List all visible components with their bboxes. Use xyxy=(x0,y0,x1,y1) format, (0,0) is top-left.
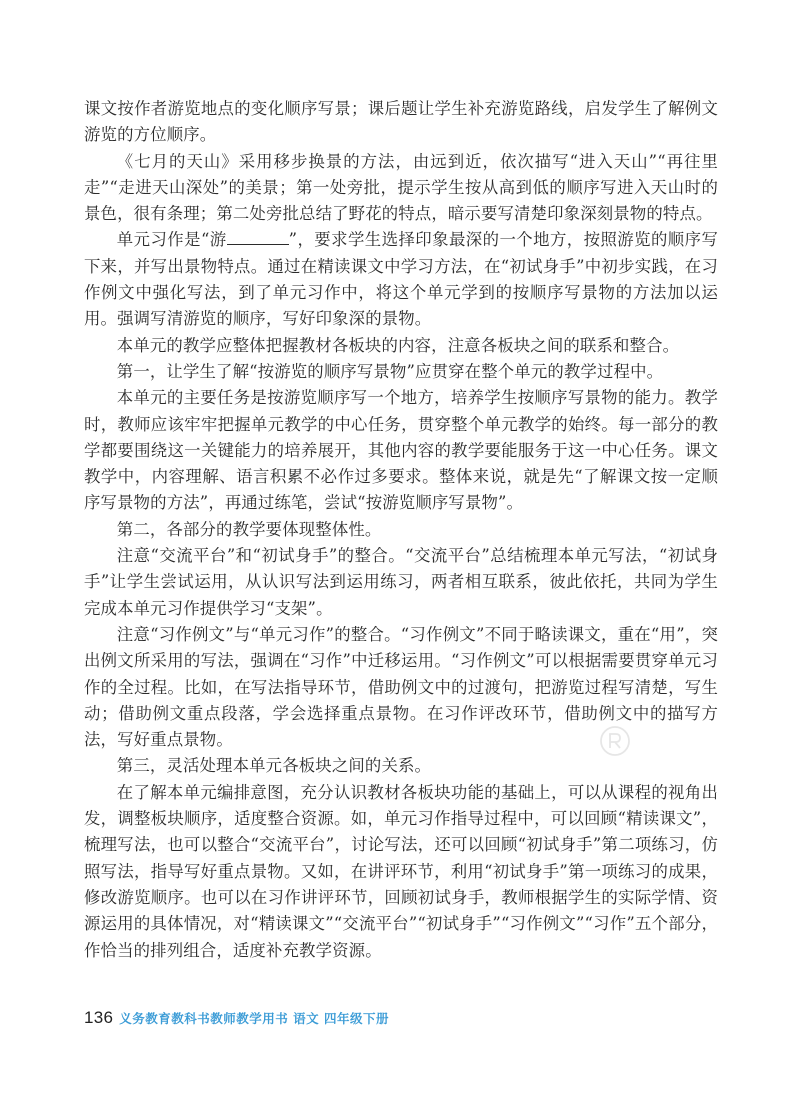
page-number: 136 xyxy=(84,1008,114,1027)
paragraph-5: 第一，让学生了解“按游览的顺序写景物”应贯穿在整个单元的教学过程中。 xyxy=(116,361,664,381)
paragraph-9: 注意“习作例文”与“单元习作”的整合。“习作例文”不同于略读课文，重在“用”，突出例文所采用的写法，强调在“习作”中迁移运用。“习作例文”可以根据需要贯穿单元习作的全过程。比如，在写法指导环节，借助例文中的过渡句，把游览过程写清楚，写生动；借助例文重点段落，学会选择重点景物。在习作评改环节，借助例文中的描写方法，写好重点景物。 xyxy=(84,624,718,750)
paragraph-3 xyxy=(84,227,718,332)
paragraph-11: 在了解本单元编排意图，充分认识教材各板块功能的基础上，可以从课程的视角出发，调整板块顺序，适度整合资源。如，单元习作指导过程中，可以回顾“精读课文”，梳理写法，也可以整合“交流平台”，讨论写法，还可以回顾“初试身手”第二项练习，仿照写法，指导写好重点景物。又如，在讲评环节，利用“初试身手”第一项练习的成果，修改游览顺序。也可以在习作讲评环节，回顾初试身手，教师根据学生的实际学情、资源运用的具体情况，对“精读课文”“交流平台”“初试身手”“习作例文”“习作”五个部分，作恰当的排列组合，适度补充教学资源。 xyxy=(84,782,718,960)
paragraph-1: 课文按作者游览地点的变化顺序写景；课后题让学生补充游览路线，启发学生了解例文游览的方位顺序。 xyxy=(84,99,718,145)
book-title: 义务教育教科书教师教学用书 语文 四年级下册 xyxy=(119,1011,389,1026)
page-footer xyxy=(84,1008,389,1030)
paragraph-3-after-blank: ”，要求学生选择印象最深的一个地方，按照游览的顺序写下来，并写出景物特点。通过在精读课文中学习方法，在“初试身手”中初步实践，在习作例文中强化写法，到了单元习作中，将这个单元学到的按顺序写景物的方法加以运用。强调写清游览的顺序，写好印象深的景物。 xyxy=(84,230,718,329)
fill-in-blank xyxy=(227,230,289,245)
paragraph-7: 第二，各部分的教学要体现整体性。 xyxy=(116,519,382,539)
paragraph-8: 注意“交流平台”和“初试身手”的整合。“交流平台”总结梳理本单元写法，“初试身手”让学生尝试运用，从认识写法到运用练习，两者相互联系，彼此依托，共同为学生完成本单元习作提供学习“支架”。 xyxy=(84,546,718,618)
paragraph-4: 本单元的教学应整体把握教材各板块的内容，注意各板块之间的联系和整合。 xyxy=(116,335,680,355)
registered-mark-icon xyxy=(598,724,632,758)
paragraph-6: 本单元的主要任务是按游览顺序写一个地方，培养学生按顺序写景物的能力。教学时，教师应该牢牢把握单元教学的中心任务，贯穿整个单元教学的始终。每一部分的教学都要围绕这一关键能力的培养展开，其他内容的教学要能服务于这一中心任务。课文教学中，内容理解、语言积累不必作过多要求。整体来说，就是先“了解课文按一定顺序写景物的方法”，再通过练笔，尝试“按游览顺序写景物”。 xyxy=(84,388,718,513)
paragraph-2: 《七月的天山》采用移步换景的方法，由远到近，依次描写“进入天山”“再往里走”“走进天山深处”的美景；第一处旁批，提示学生按从高到低的顺序写进入天山时的景色，很有条理；第二处旁批总结了野花的特点，暗示要写清楚印象深刻景物的特点。 xyxy=(84,151,718,224)
paragraph-3-before-blank: 单元习作是“游 xyxy=(116,230,227,250)
page-body xyxy=(84,96,718,964)
paragraph-10: 第三，灵活处理本单元各板块之间的关系。 xyxy=(116,756,432,776)
